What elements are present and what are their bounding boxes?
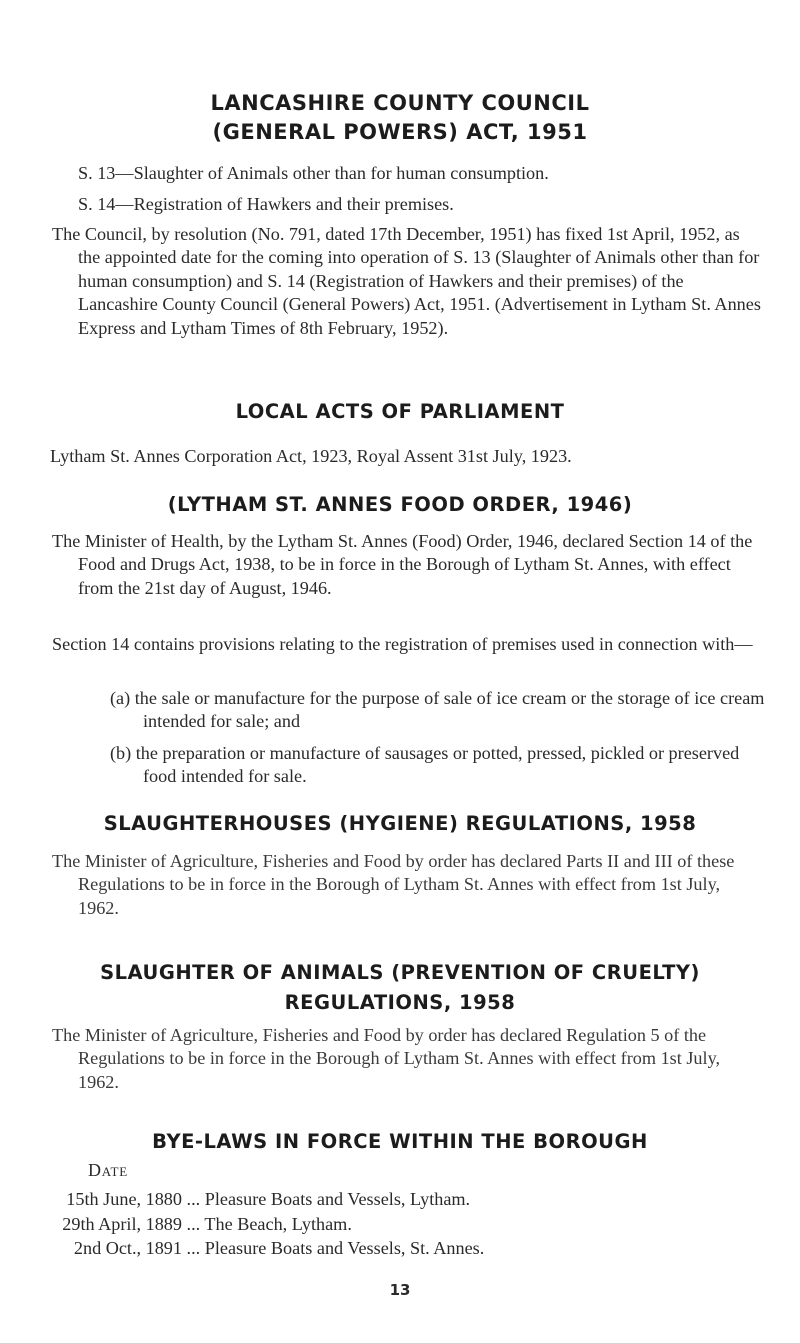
section-13-line: S. 13—Slaughter of Animals other than for human consumption. xyxy=(78,163,549,183)
slaughterhouses-paragraph: The Minister of Agriculture, Fisheries and Food by order has declared Parts II and III of these Regulations to be in force in the Borough of Lytham St. Annes with effect from 1st July, 1962. xyxy=(52,851,735,918)
local-acts-heading: LOCAL ACTS OF PARLIAMENT xyxy=(235,400,565,423)
date-column-label: Date xyxy=(88,1160,129,1180)
slaughter-animals-heading-line1: SLAUGHTER OF ANIMALS (PREVENTION OF CRUELTY) xyxy=(100,961,700,984)
council-resolution-paragraph: The Council, by resolution (No. 791, dated 17th December, 1951) has fixed 1st April, 1952, as the appointed date for the coming into operation of S. 13 (Slaughter of Animals other than for human consumption) and S. 14 (Registration of Hawkers and their premises) of the Lancashire County Council (General Powers) Act, 1951. (Advertisement in Lytham St. Annes Express and Lytham Times of 8th February, 1952). xyxy=(52,224,761,338)
page-number: 13 xyxy=(389,1281,411,1299)
bye-laws-heading: BYE-LAWS IN FORCE WITHIN THE BOROUGH xyxy=(152,1130,648,1153)
bye-law-separator: ... xyxy=(186,1189,201,1209)
section-14-line: S. 14—Registration of Hawkers and their premises. xyxy=(78,194,454,214)
bye-law-row xyxy=(45,1237,484,1260)
bye-law-separator: ... xyxy=(186,1214,201,1234)
section-14-provisions-paragraph: Section 14 contains provisions relating to the registration of premises used in connection with— xyxy=(52,634,753,654)
bye-law-separator: ... xyxy=(186,1238,201,1258)
bye-law-date: 2nd Oct., 1891 xyxy=(73,1238,182,1258)
slaughter-animals-paragraph: The Minister of Agriculture, Fisheries and Food by order has declared Regulation 5 of the Regulations to be in force in the Borough of Lytham St. Annes with effect from 1st July, 1962. xyxy=(52,1025,721,1092)
bye-law-date: 29th April, 1889 xyxy=(62,1214,182,1234)
corporation-act-line: Lytham St. Annes Corporation Act, 1923, Royal Assent 31st July, 1923. xyxy=(50,446,572,466)
section-heading-county-council: LANCASHIRE COUNTY COUNCIL xyxy=(210,91,590,115)
food-order-heading: (LYTHAM ST. ANNES FOOD ORDER, 1946) xyxy=(167,493,633,516)
bye-law-date: 15th June, 1880 xyxy=(66,1189,182,1209)
provision-item-a: (a) the sale or manufacture for the purpose of sale of ice cream or the storage of ice cream intended for sale; and xyxy=(110,688,765,732)
slaughterhouses-heading: SLAUGHTERHOUSES (HYGIENE) REGULATIONS, 1958 xyxy=(103,812,697,835)
section-heading-general-powers: (GENERAL POWERS) ACT, 1951 xyxy=(212,120,588,144)
food-order-paragraph: The Minister of Health, by the Lytham St. Annes (Food) Order, 1946, declared Section 14 of the Food and Drugs Act, 1938, to be in force in the Borough of Lytham St. Annes, with effect from the 21st day of August, 1946. xyxy=(52,531,753,598)
slaughter-animals-heading-line2: REGULATIONS, 1958 xyxy=(284,991,516,1014)
bye-law-subject: Pleasure Boats and Vessels, St. Annes. xyxy=(204,1238,485,1258)
bye-law-subject: The Beach, Lytham. xyxy=(204,1214,352,1234)
bye-law-subject: Pleasure Boats and Vessels, Lytham. xyxy=(204,1189,471,1209)
provision-item-b: (b) the preparation or manufacture of sausages or potted, pressed, pickled or preserved food intended for sale. xyxy=(110,743,740,787)
bye-law-row xyxy=(45,1213,352,1236)
bye-law-row xyxy=(45,1188,470,1211)
